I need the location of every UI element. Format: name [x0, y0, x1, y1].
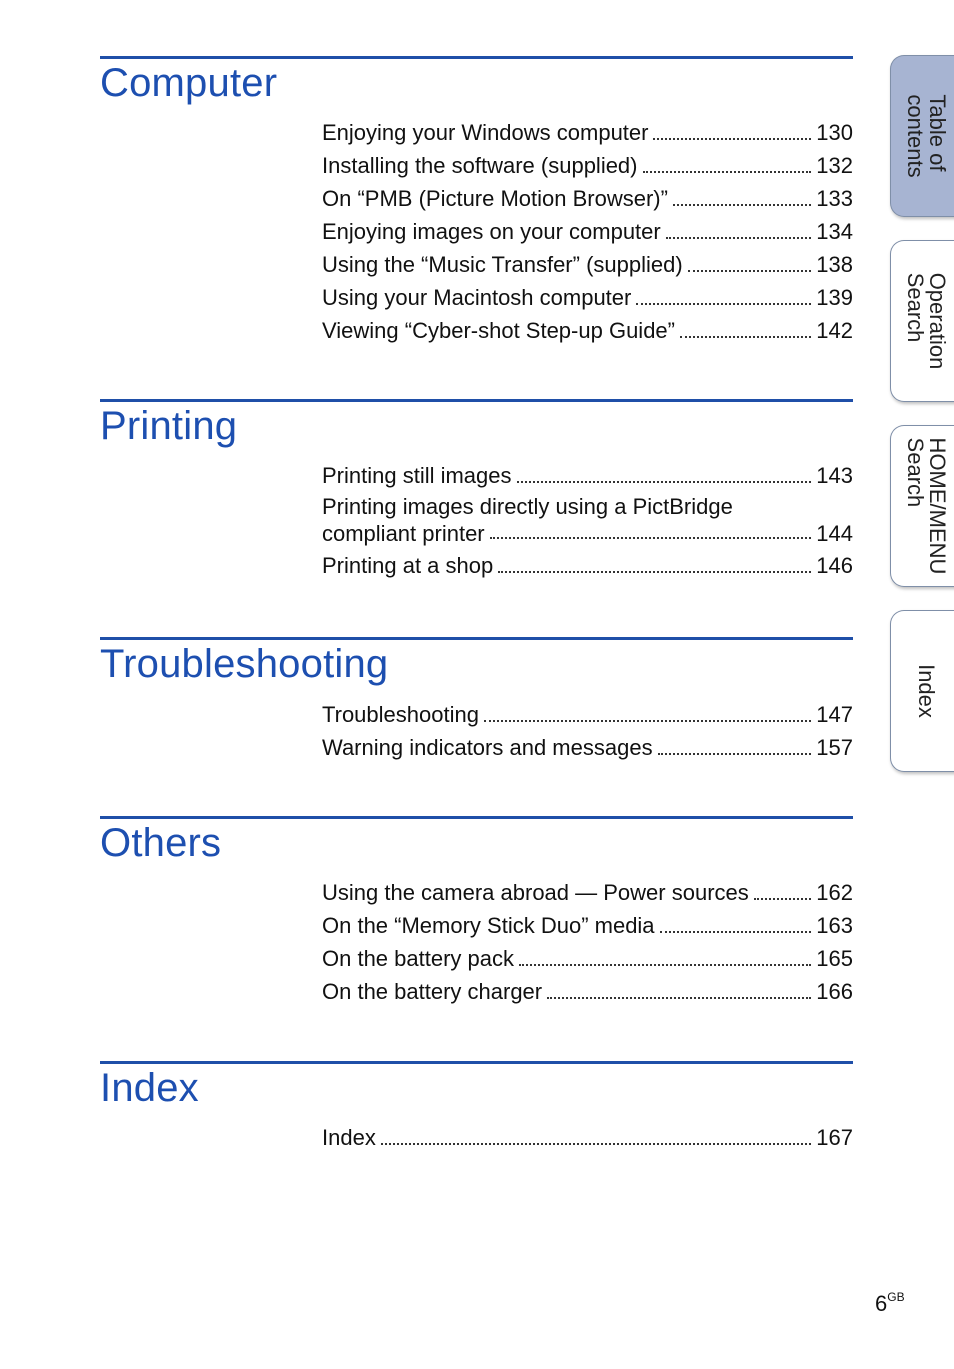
tab-label: Index: [913, 664, 939, 718]
tab-index[interactable]: [890, 610, 954, 772]
entry-text-line1: Printing images directly using a PictBridge: [322, 494, 733, 519]
entry-text: Installing the software (supplied): [322, 153, 638, 178]
entry-page: 165: [816, 946, 853, 971]
tab-home-menu-search[interactable]: [890, 425, 954, 587]
toc-entry[interactable]: [322, 909, 853, 942]
toc-entry[interactable]: [322, 942, 853, 975]
entry-page: 130: [816, 120, 853, 145]
leader-dots: [666, 237, 812, 239]
entries-troubleshooting: [322, 698, 853, 764]
entry-text: Enjoying images on your computer: [322, 219, 661, 244]
entry-page: 146: [816, 553, 853, 578]
tab-label: Operation Search: [902, 272, 950, 370]
entry-text: Using your Macintosh computer: [322, 285, 632, 310]
entry-page: 133: [816, 186, 853, 211]
page-number-value: 6: [875, 1291, 888, 1316]
entry-page: 163: [816, 913, 853, 938]
section-title: Troubleshooting: [100, 642, 389, 686]
section-printing: [100, 399, 853, 450]
entries-computer: [322, 116, 853, 347]
toc-entry[interactable]: [322, 215, 853, 248]
entry-text: On the battery pack: [322, 946, 514, 971]
toc-entry[interactable]: [322, 182, 853, 215]
leader-dots: [490, 537, 812, 539]
toc-entry[interactable]: [322, 314, 853, 347]
toc-entry[interactable]: [322, 731, 853, 764]
entries-index: [322, 1121, 853, 1154]
leader-dots: [517, 481, 812, 483]
section-title: Others: [100, 821, 222, 865]
toc-entry[interactable]: [322, 493, 853, 547]
entry-text: Using the “Music Transfer” (supplied): [322, 252, 683, 277]
entry-page: 162: [816, 880, 853, 905]
entry-text: On the “Memory Stick Duo” media: [322, 913, 655, 938]
toc-entry[interactable]: [322, 549, 853, 582]
leader-dots: [484, 720, 811, 722]
toc-entry[interactable]: [322, 459, 853, 492]
section-others: [100, 816, 853, 867]
section-title: Index: [100, 1066, 199, 1110]
entries-others: [322, 876, 853, 1008]
section-troubleshooting: [100, 637, 853, 688]
entry-text: Warning indicators and messages: [322, 735, 653, 760]
leader-dots: [643, 171, 812, 173]
leader-dots: [754, 898, 812, 900]
leader-dots: [673, 204, 811, 206]
entry-text: Using the camera abroad — Power sources: [322, 880, 749, 905]
leader-dots: [547, 997, 811, 999]
entry-page: 144: [816, 521, 853, 546]
leader-dots: [680, 336, 811, 338]
entry-text: Printing at a shop: [322, 553, 494, 578]
tab-operation-search[interactable]: [890, 240, 954, 402]
tab-table-of-contents[interactable]: [890, 55, 954, 217]
toc-entry[interactable]: [322, 876, 853, 909]
toc-entry[interactable]: [322, 1121, 853, 1154]
leader-dots: [636, 303, 811, 305]
entry-text: On the battery charger: [322, 979, 543, 1004]
entry-text: Index: [322, 1125, 376, 1150]
section-index: [100, 1061, 853, 1112]
entry-page: 157: [816, 735, 853, 760]
entry-page: 166: [816, 979, 853, 1004]
entry-text: On “PMB (Picture Motion Browser)”: [322, 186, 668, 211]
toc-entry[interactable]: [322, 248, 853, 281]
toc-entry[interactable]: [322, 116, 853, 149]
entry-page: 139: [816, 285, 853, 310]
toc-entry[interactable]: [322, 698, 853, 731]
leader-dots: [498, 571, 811, 573]
entry-page: 147: [816, 702, 853, 727]
entry-page: 134: [816, 219, 853, 244]
entry-text: Printing still images: [322, 463, 512, 488]
toc-entry[interactable]: [322, 149, 853, 182]
toc-entry[interactable]: [322, 281, 853, 314]
leader-dots: [519, 964, 811, 966]
entry-page: 143: [816, 463, 853, 488]
entry-page: 167: [816, 1125, 853, 1150]
entry-text-line2: compliant printer: [322, 521, 485, 546]
page-number: [875, 1290, 905, 1317]
section-title: Computer: [100, 61, 278, 105]
entry-text: Enjoying your Windows computer: [322, 120, 649, 145]
leader-dots: [658, 753, 812, 755]
section-title: Printing: [100, 404, 238, 448]
leader-dots: [381, 1143, 811, 1145]
leader-dots: [653, 138, 811, 140]
toc-entry[interactable]: [322, 975, 853, 1008]
leader-dots: [660, 931, 812, 933]
page-number-suffix: GB: [887, 1290, 905, 1304]
entries-printing: [322, 459, 853, 582]
tab-label: Table of contents: [902, 94, 950, 178]
entry-text: Troubleshooting: [322, 702, 479, 727]
entry-text: Viewing “Cyber-shot Step-up Guide”: [322, 318, 675, 343]
leader-dots: [688, 270, 812, 272]
section-computer: [100, 56, 853, 107]
tab-label: HOME/MENU Search: [902, 437, 950, 575]
entry-page: 142: [816, 318, 853, 343]
entry-page: 138: [816, 252, 853, 277]
entry-page: 132: [816, 153, 853, 178]
